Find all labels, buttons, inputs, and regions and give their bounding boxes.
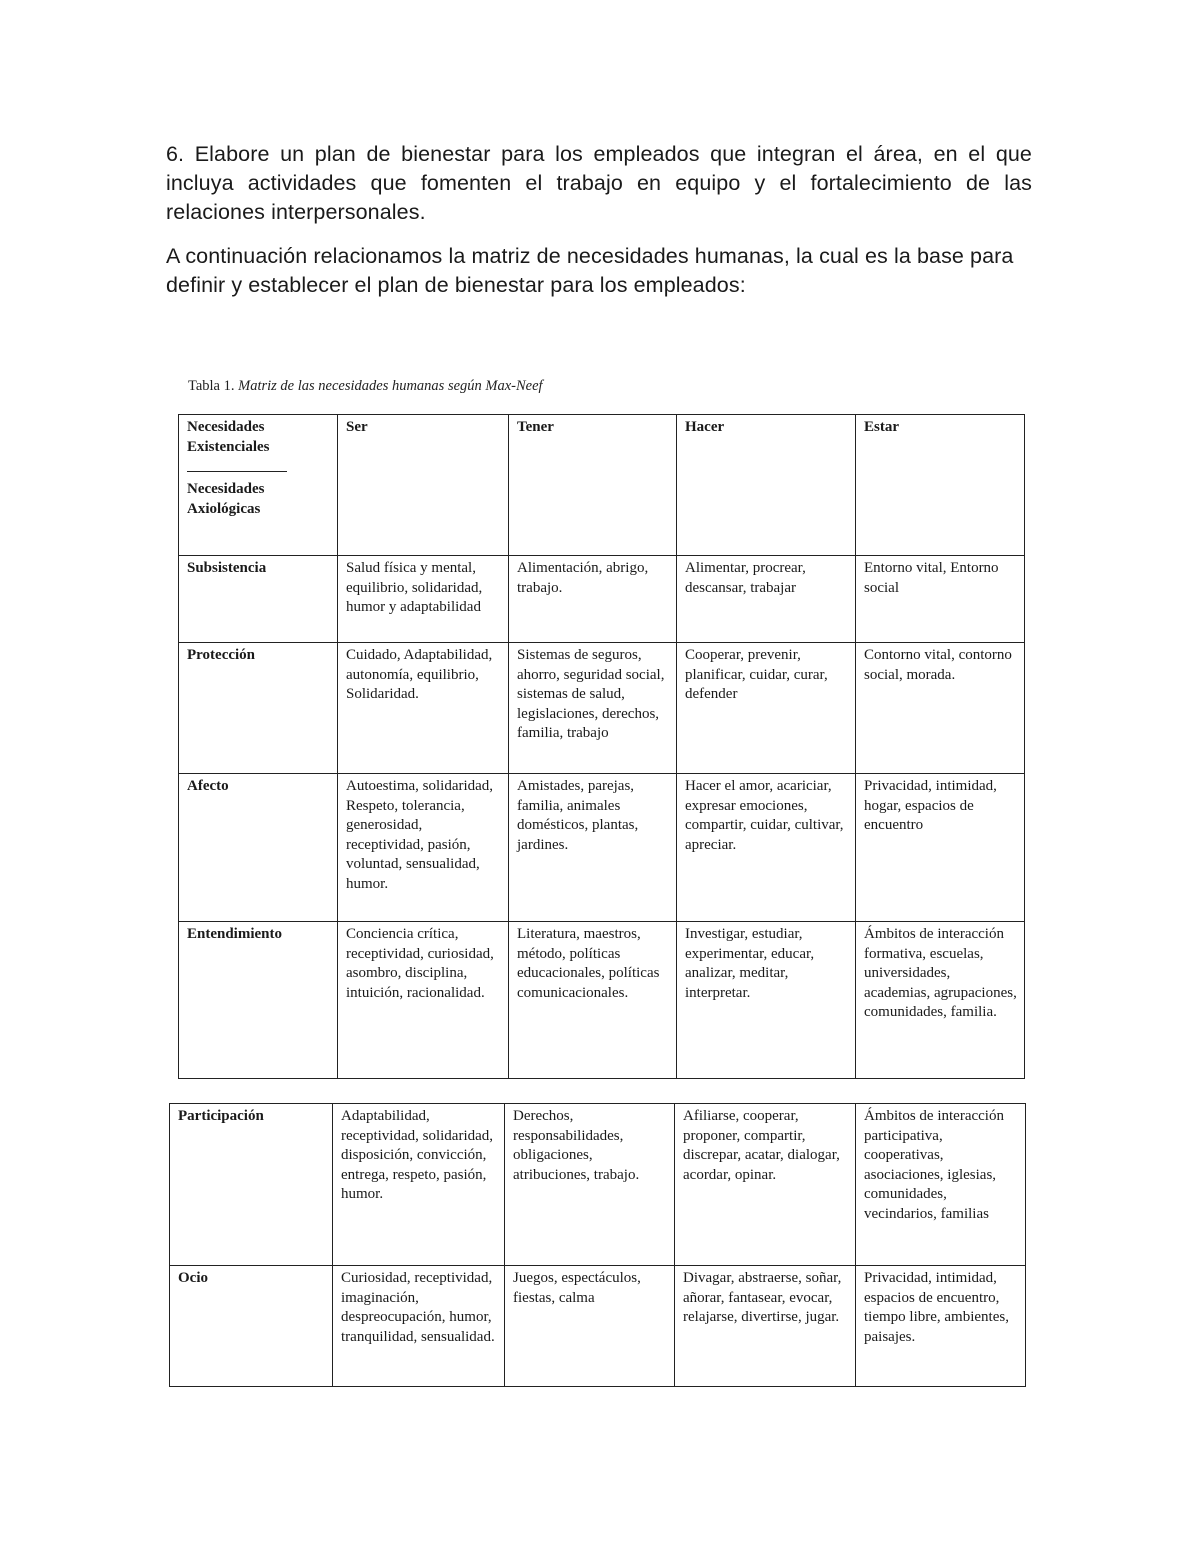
table-caption	[188, 378, 543, 395]
cell-hacer: Divagar, abstraerse, soñar, añorar, fantasear, evocar, relajarse, divertirse, jugar.	[675, 1266, 856, 1387]
cell-ser: Salud física y mental, equilibrio, solidaridad, humor y adaptabilidad	[338, 556, 509, 643]
header-axiologicas: Necesidades Axiológicas	[187, 481, 265, 517]
cell-estar: Privacidad, intimidad, hogar, espacios de encuentro	[856, 774, 1025, 922]
table-row	[179, 556, 1025, 643]
cell-ser: Curiosidad, receptividad, imaginación, despreocupación, humor, tranquilidad, sensualidad.	[333, 1266, 505, 1387]
header-ser: Ser	[338, 415, 509, 556]
cell-hacer: Investigar, estudiar, experimentar, educar, analizar, meditar, interpretar.	[677, 922, 856, 1079]
header-existenciales: Necesidades Existenciales	[187, 419, 270, 455]
cell-tener: Alimentación, abrigo, trabajo.	[509, 556, 677, 643]
cell-tener: Literatura, maestros, método, políticas educacionales, políticas comunicacionales.	[509, 922, 677, 1079]
cell-tener: Derechos, responsabilidades, obligaciones, atribuciones, trabajo.	[505, 1104, 675, 1266]
table-row	[170, 1266, 1026, 1387]
cell-estar: Privacidad, intimidad, espacios de encuentro, tiempo libre, ambientes, paisajes.	[856, 1266, 1026, 1387]
table-row	[179, 774, 1025, 922]
row-need-proteccion: Protección	[179, 643, 338, 774]
cell-tener: Amistades, parejas, familia, animales domésticos, plantas, jardines.	[509, 774, 677, 922]
cell-tener: Juegos, espectáculos, fiestas, calma	[505, 1266, 675, 1387]
row-need-ocio: Ocio	[170, 1266, 333, 1387]
row-need-entendimiento: Entendimiento	[179, 922, 338, 1079]
cell-ser: Autoestima, solidaridad, Respeto, tolerancia, generosidad, receptividad, pasión, voluntad, sensualidad, humor.	[338, 774, 509, 922]
header-divider	[187, 457, 287, 472]
cell-hacer: Cooperar, prevenir, planificar, cuidar, curar, defender	[677, 643, 856, 774]
header-hacer: Hacer	[677, 415, 856, 556]
cell-estar: Contorno vital, contorno social, morada.	[856, 643, 1025, 774]
needs-matrix-table-part-2	[169, 1103, 1026, 1387]
header-needs-cell	[179, 415, 338, 556]
cell-hacer: Afiliarse, cooperar, proponer, compartir, discrepar, acatar, dialogar, acordar, opinar.	[675, 1104, 856, 1266]
header-tener: Tener	[509, 415, 677, 556]
table-caption-title: Matriz de las necesidades humanas según Max-Neef	[238, 378, 543, 394]
intro-paragraph: A continuación relacionamos la matriz de necesidades humanas, la cual es la base para definir y establecer el plan de bienestar para los empleados:	[166, 244, 1014, 297]
table-row	[179, 643, 1025, 774]
cell-estar: Entorno vital, Entorno social	[856, 556, 1025, 643]
cell-ser: Adaptabilidad, receptividad, solidaridad, disposición, convicción, entrega, respeto, pasión, humor.	[333, 1104, 505, 1266]
cell-ser: Cuidado, Adaptabilidad, autonomía, equilibrio, Solidaridad.	[338, 643, 509, 774]
row-need-subsistencia: Subsistencia	[179, 556, 338, 643]
cell-estar: Ámbitos de interacción formativa, escuelas, universidades, academias, agrupaciones, comunidades, familia.	[856, 922, 1025, 1079]
cell-ser: Conciencia crítica, receptividad, curiosidad, asombro, disciplina, intuición, racionalidad.	[338, 922, 509, 1079]
row-need-participacion: Participación	[170, 1104, 333, 1266]
table-caption-label: Tabla 1.	[188, 378, 235, 394]
cell-tener: Sistemas de seguros, ahorro, seguridad social, sistemas de salud, legislaciones, derechos, familia, trabajo	[509, 643, 677, 774]
question-paragraph: 6. Elabore un plan de bienestar para los empleados que integran el área, en el que incluya actividades que fomenten el trabajo en equipo y el fortalecimiento de las relaciones interpersonales.	[166, 142, 1032, 224]
cell-estar: Ámbitos de interacción participativa, cooperativas, asociaciones, iglesias, comunidades, vecindarios, familias	[856, 1104, 1026, 1266]
table-header-row	[179, 415, 1025, 556]
cell-hacer: Alimentar, procrear, descansar, trabajar	[677, 556, 856, 643]
row-need-afecto: Afecto	[179, 774, 338, 922]
table-row	[179, 922, 1025, 1079]
header-estar: Estar	[856, 415, 1025, 556]
table-row	[170, 1104, 1026, 1266]
needs-matrix-table-part-1	[178, 414, 1025, 1079]
cell-hacer: Hacer el amor, acariciar, expresar emociones, compartir, cuidar, cultivar, apreciar.	[677, 774, 856, 922]
